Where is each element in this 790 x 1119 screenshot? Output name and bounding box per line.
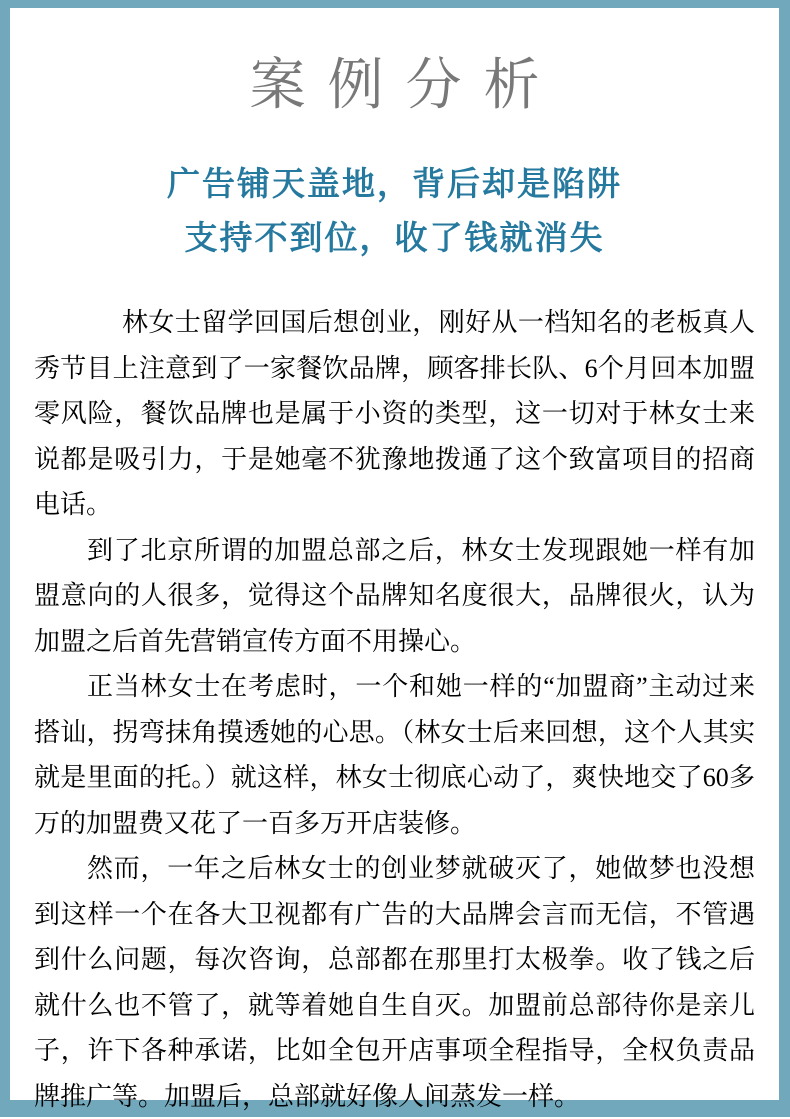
frame-left-bar [0,0,10,1103]
paragraph-2: 到了北京所谓的加盟总部之后，林女士发现跟她一样有加盟意向的人很多，觉得这个品牌知名度很大，品牌很火，认为加盟之后首先营销宣传方面不用操心。 [34,535,755,656]
frame-top-bar [0,0,790,8]
article-body [34,300,755,1119]
document-sheet [10,8,779,1111]
subtitle-line-2: 支持不到位，收了钱就消失 [184,219,605,256]
paragraph-4: 然而，一年之后林女士的创业梦就破灭了，她做梦也没想到这样一个在各大卫视都有广告的大品牌会言而无信，不管遇到什么问题，每次咨询，总部都在那里打太极拳。收了钱之后就什么也不管了，就等着她自生自灭。加盟前总部待你是亲儿子，许下各种承诺，比如全包开店事项全程指导，全权负责品牌推广等。加盟后，总部就好像人间蒸发一样。 [34,854,755,1111]
subtitle-line-1: 广告铺天盖地，背后却是陷阱 [167,165,622,202]
page-title: 案例分析 [249,53,562,116]
paragraph-1: 林女士留学回国后想创业，刚好从一档知名的老板真人秀节目上注意到了一家餐饮品牌，顾客排长队、6个月回本加盟零风险，餐饮品牌也是属于小资的类型，这一切对于林女士来说都是吸引力，于是她毫不犹豫地拨通了这个致富项目的招商电话。 [34,308,755,519]
frame-right-bar [779,0,790,1103]
subtitle-block [10,157,779,265]
paragraph-3: 正当林女士在考虑时，一个和她一样的“加盟商”主动过来搭讪，拐弯抹角摸透她的心思。（林女士后来回想，这个人其实就是里面的托。）就这样，林女士彻底心动了，爽快地交了60多万的加盟费又花了一百多万开店装修。 [34,672,755,838]
